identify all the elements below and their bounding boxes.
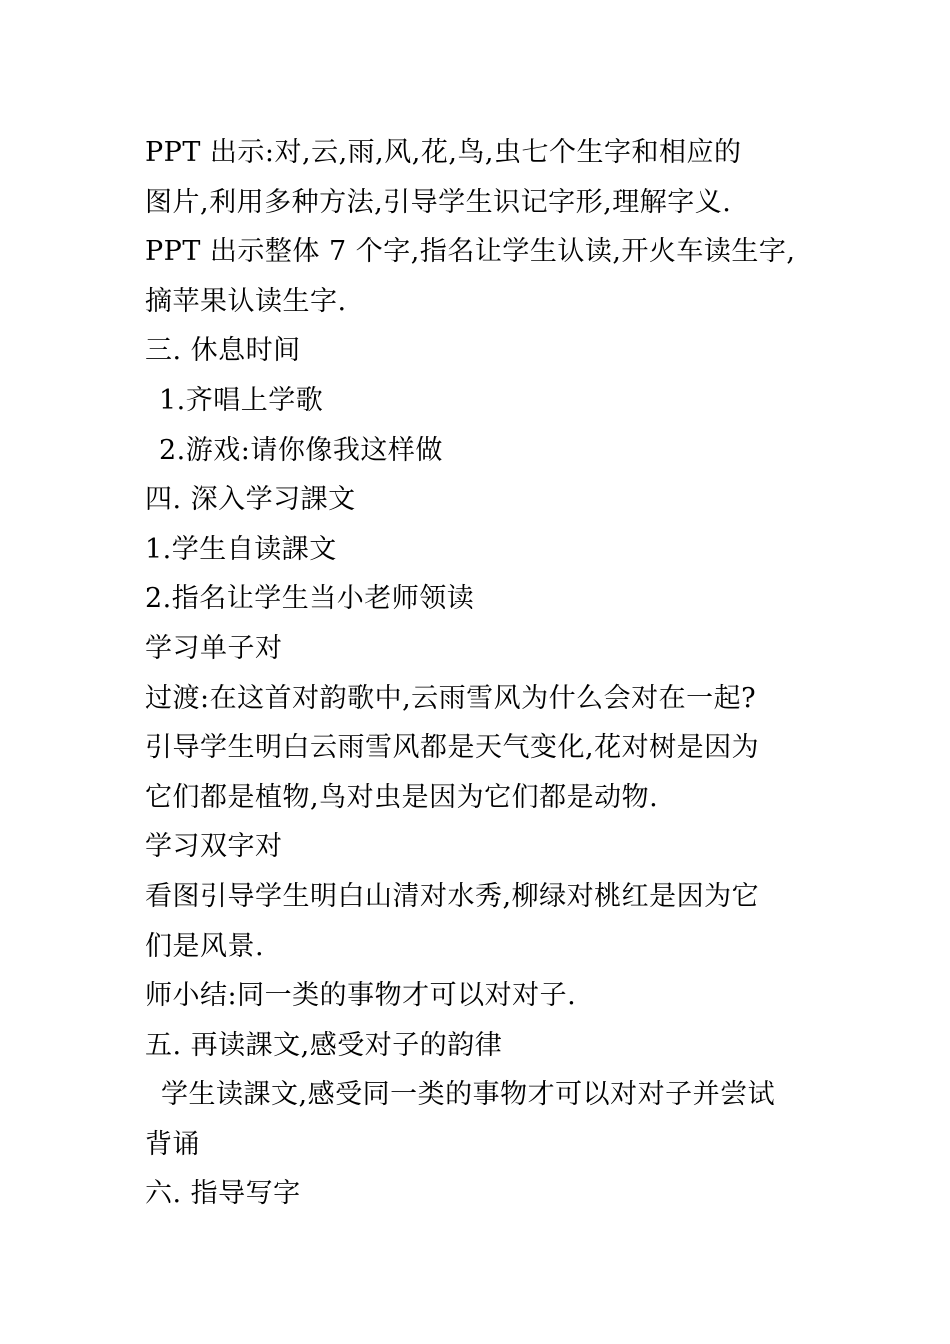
text-line: 图片,利用多种方法,引导学生识记字形,理解字义. — [145, 186, 732, 218]
list-item: 1.学生自读課文 — [145, 533, 337, 565]
section-heading: 三. 休息时间 — [145, 335, 301, 367]
section-heading: 五. 再读課文,感受对子的韵律 — [145, 1029, 503, 1061]
text-line: PPT 出示整体 7 个字,指名让学生认读,开火车读生字, — [145, 236, 796, 268]
text-line: 看图引导学生明白山清对水秀,柳绿对桃红是因为它 — [145, 880, 760, 912]
subheading: 学习双字对 — [145, 831, 283, 863]
section-heading: 四. 深入学习課文 — [145, 484, 356, 516]
text-line: PPT 出示:对,云,雨,风,花,鸟,虫七个生字和相应的 — [145, 137, 742, 168]
list-item: 2.游戏:请你像我这样做 — [159, 434, 443, 466]
section-heading: 六. 指导写字 — [145, 1178, 301, 1210]
text-line: 背诵 — [145, 1128, 200, 1160]
text-line: 学生读課文,感受同一类的事物才可以对对子并尝试 — [161, 1079, 776, 1111]
text-line: 过渡:在这首对韵歌中,云雨雪风为什么会对在一起? — [145, 682, 757, 714]
lesson-plan-text — [145, 128, 825, 1219]
list-item: 1.齐唱上学歌 — [159, 384, 324, 416]
text-line: 摘苹果认读生字. — [145, 285, 347, 317]
list-item: 2.指名让学生当小老师领读 — [145, 583, 475, 615]
text-line: 们是风景. — [145, 930, 265, 962]
subheading: 学习单子对 — [145, 632, 283, 664]
text-line: 它们都是植物,鸟对虫是因为它们都是动物. — [145, 781, 659, 813]
text-line: 师小结:同一类的事物才可以对对子. — [145, 980, 577, 1012]
text-line: 引导学生明白云雨雪风都是天气变化,花对树是因为 — [145, 732, 760, 764]
